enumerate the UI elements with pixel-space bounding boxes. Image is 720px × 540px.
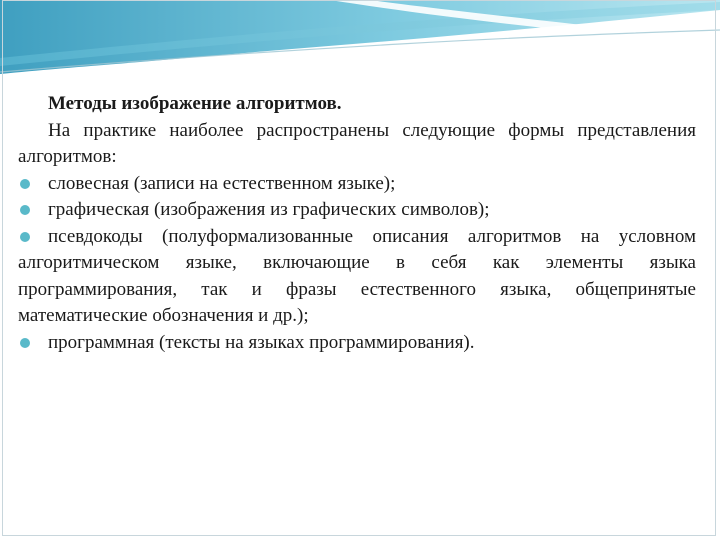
list-item-text: программная (тексты на языках программирования). [48,331,475,353]
list-item-text: псевдокоды (полуформализованные описания алгоритмов на условном алгоритмическом языке, включающие в себя как элементы языка программирования, так и фразы естественного языка, общепринятые математические обозначения и др.); [18,225,696,326]
list-item-text: графическая (изображения из графических символов); [48,199,490,220]
list-item-text: словесная (записи на естественном языке); [48,172,396,194]
slide-title: Методы изображение алгоритмов. [48,93,342,114]
intro-paragraph: На практике наиболее распространены следующие формы представления алгоритмов: [18,119,696,167]
forms-list [18,171,696,357]
slide-content [18,91,696,356]
list-item [18,224,696,330]
list-item [18,171,696,198]
bullet-icon [20,205,30,215]
bullet-icon [20,232,30,242]
bullet-icon [20,179,30,189]
wave-header-decoration [0,0,720,90]
list-item [18,330,696,357]
bullet-icon [20,338,30,348]
list-item [18,197,696,224]
